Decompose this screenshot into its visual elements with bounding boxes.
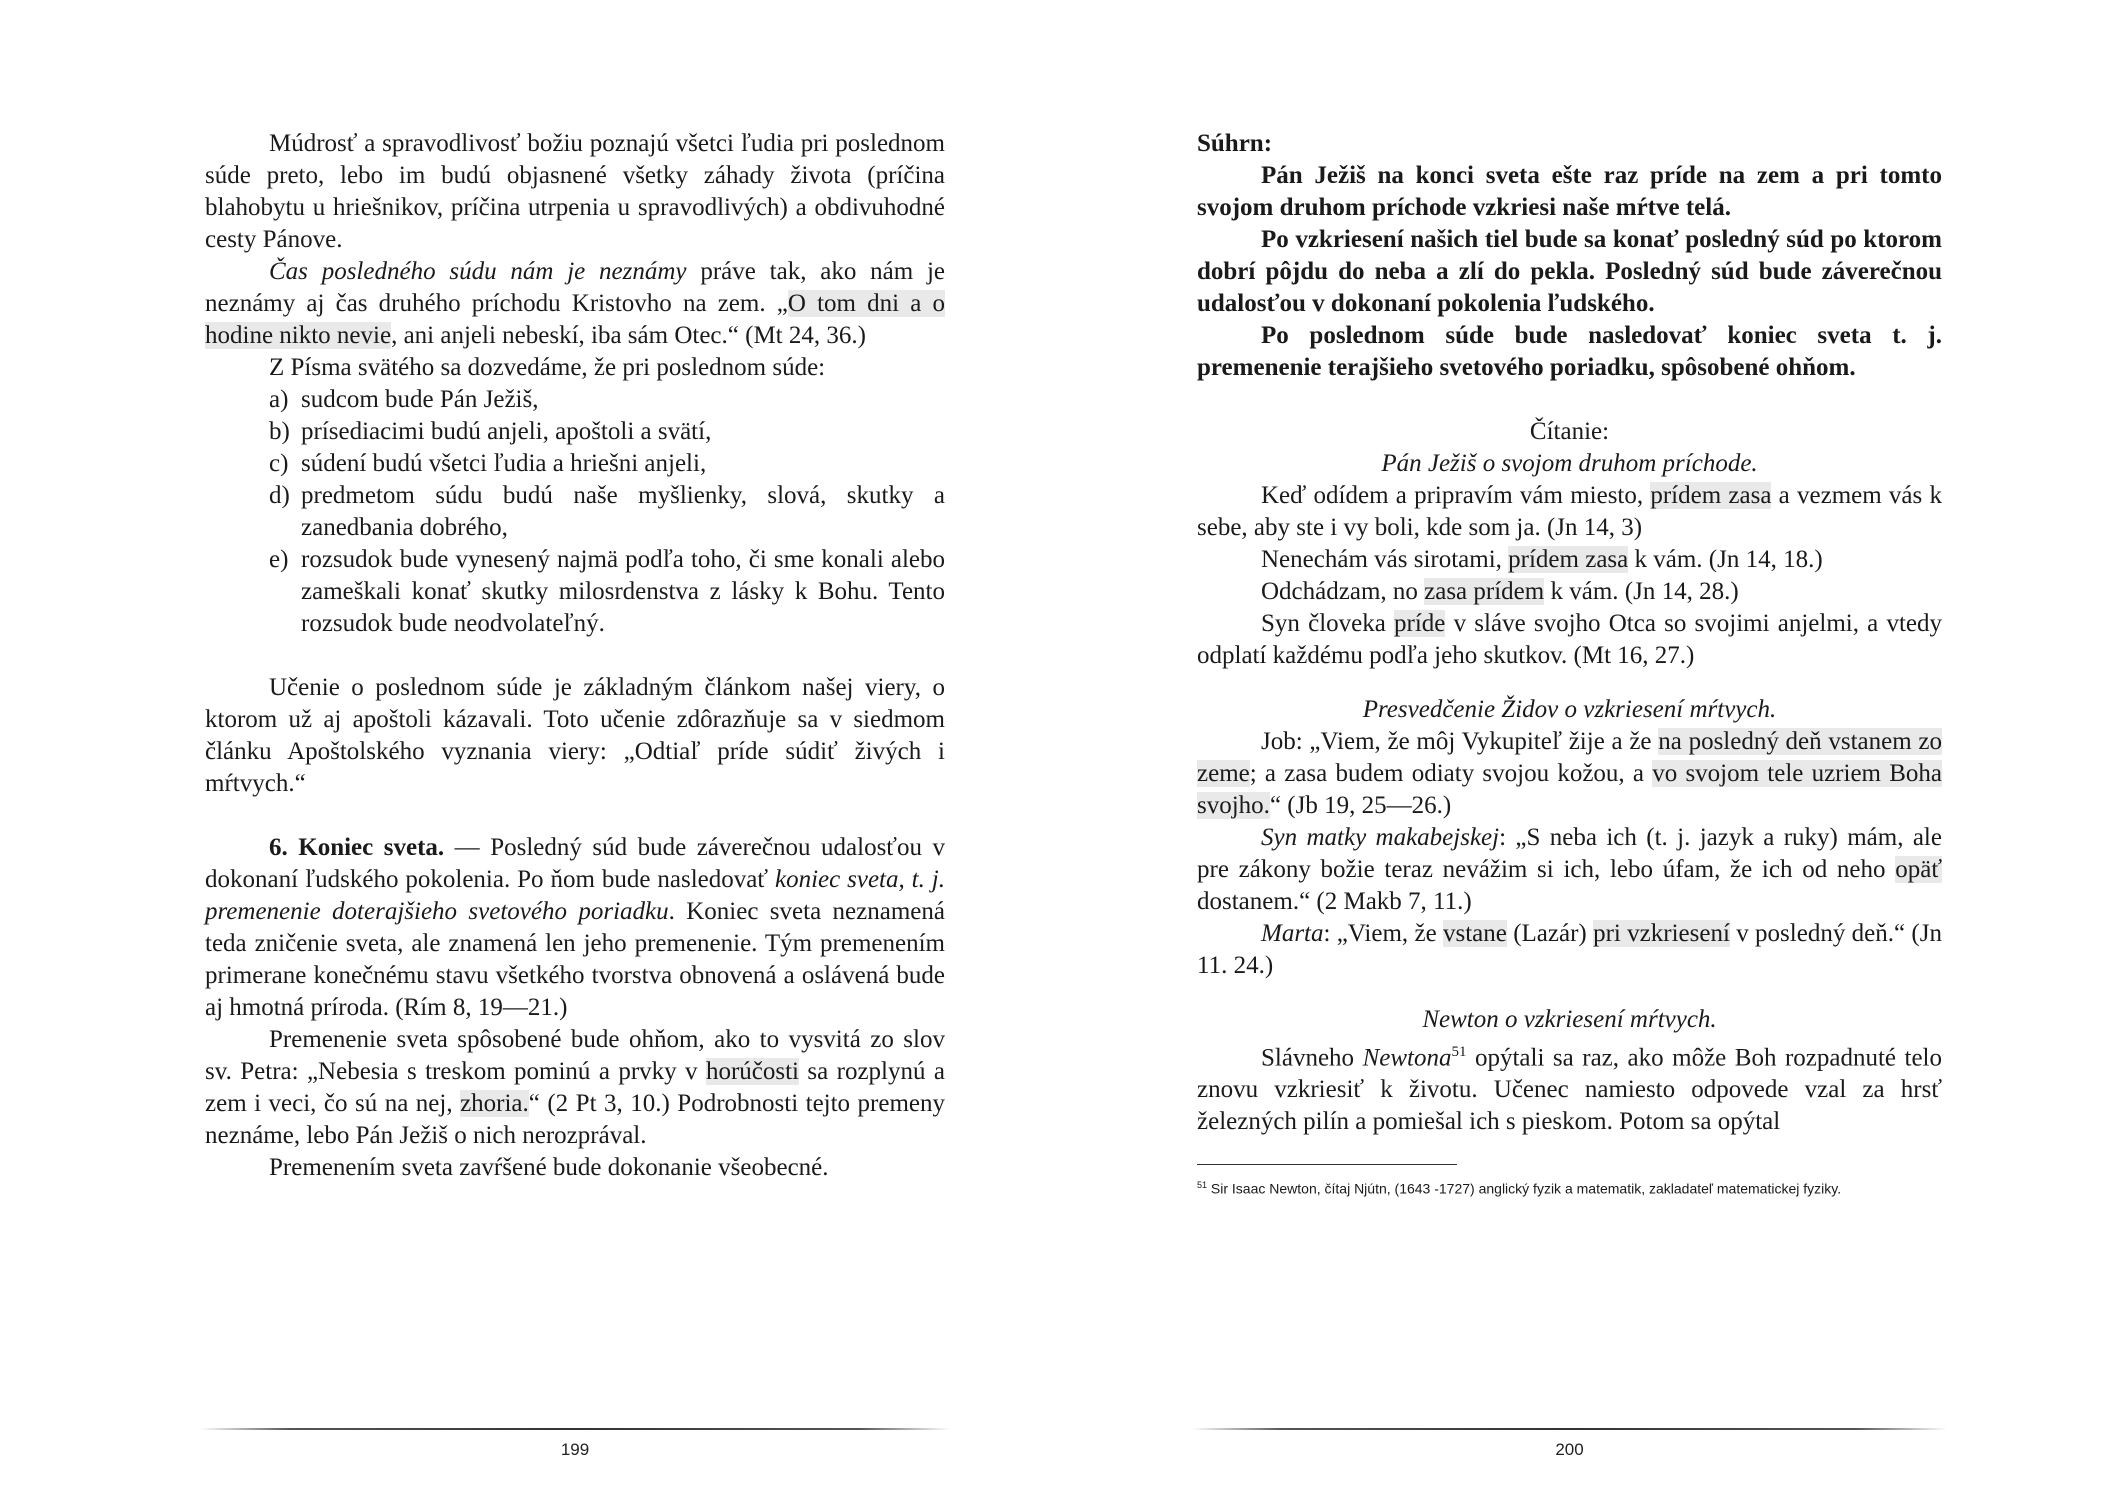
section-paragraph-end-of-world: 6. Koniec sveta. — Posledný súd bude záverečnou udalosťou v dokonaní ľudského pokolenia. Po ňom bude nasledovať koniec sveta, t. j. premenenie doterajšieho svetového poriadku. Koniec sveta neznamená teda zničenie sveta, ale znamená len jeho premenenie. Tým premenením primerane konečnému stavu všetkého tvorstva obnovená a oslávená bude aj hmotná príroda. (Rím 8, 19—21.) bbox=[205, 834, 946, 1021]
highlighted-phrase: príde bbox=[1394, 610, 1446, 637]
highlighted-phrase: vstane bbox=[1443, 920, 1507, 947]
italic-phrase: Čas posledného súdu nám je neznámy bbox=[269, 258, 687, 285]
italic-phrase: Newtona bbox=[1362, 1044, 1452, 1072]
paragraph: Učenie o poslednom súde je základným článkom našej viery, o ktorom už aj apoštoli kázavali. Toto učenie zdôrazňuje sa v siedmom článku Apoštolského vyznania viery: „Odtiaľ príde súdiť živých i mŕtvych.“ bbox=[205, 674, 945, 797]
paragraph: Slávneho Newtona$^{51}$ opýtali sa raz, ako môže Boh rozpadnuté telo znovu vzkriesiť k životu. Učenec namiesto odpovede vzal za hrsť železných pilín a pomiešal ich s pieskom. Potom sa opýtal bbox=[1197, 1044, 1943, 1136]
paragraph: Nenechám vás sirotami, prídem zasa k vám. (Jn 14, 18.) bbox=[1261, 546, 1823, 573]
paragraph: Syn matky makabejskej: „S neba ich (t. j. jazyk a ruky) mám, ale pre zákony božie teraz nevážim si ich, lebo úfam, že ich od neho opäť dostanem.“ (2 Makb 7, 11.) bbox=[1197, 824, 1942, 915]
highlighted-phrase: horúčosti bbox=[705, 1058, 799, 1085]
section-heading: 6. Koniec sveta. bbox=[269, 834, 445, 861]
section-subtitle: Presvedčenie Židov o vzkriesení mŕtvych. bbox=[1362, 696, 1777, 723]
left-page-footer bbox=[205, 1428, 945, 1460]
paragraph: Múdrosť a spravodlivosť božiu poznajú všetci ľudia pri poslednom súde preto, lebo im budú objasnené všetky záhady života (príčina blahobytu u hriešnikov, príčina utrpenia u spravodlivých) a obdivuhodné cesty Pánove. bbox=[205, 130, 945, 253]
footnote-ref[interactable]: 51 bbox=[1451, 1044, 1467, 1060]
paragraph: Syn človeka príde v sláve svojho Otca so svojimi anjelmi, a vtedy odplatí každému podľa jeho skutkov. (Mt 16, 27.) bbox=[1197, 610, 1942, 669]
list-item: d) predmetom súdu budú naše myšlienky, slová, skutky a zanedbania dobrého, bbox=[269, 482, 945, 541]
paragraph: Marta: „Viem, že vstane (Lazár) pri vzkriesení v posledný deň.“ (Jn 11. 24.) bbox=[1197, 920, 1942, 979]
right-page bbox=[1197, 0, 1942, 1500]
summary-paragraph: Po vzkriesení našich tiel bude sa konať posledný súd po ktorom dobrí pôjdu do neba a zlí do pekla. Posledný súd bude záverečnou udalosťou v dokonaní pokolenia ľudského. bbox=[1197, 226, 1942, 317]
footnote: $^{51}$ Sir Isaac Newton, čítaj Njútn, (1643 -1727) anglický fyzik a matematik, zakladateľ matematickej fyziky. bbox=[1197, 1180, 1842, 1197]
highlighted-phrase: O tom dni a o hodine nikto nevie bbox=[205, 290, 945, 349]
footer-rule bbox=[200, 1428, 950, 1430]
paragraph: Čas posledného súdu nám je neznámy práve tak, ako nám je neznámy aj čas druhého príchodu Kristovho na zem. „O tom dni a o hodine nikto nevie, ani anjeli nebeskí, iba sám Otec.“ (Mt 24, 36.) bbox=[205, 258, 945, 349]
highlighted-phrase: opäť bbox=[1895, 856, 1942, 883]
footer-rule bbox=[1192, 1428, 1947, 1430]
italic-phrase: Syn matky makabejskej bbox=[1261, 824, 1500, 851]
list-item: a) sudcom bude Pán Ježiš, bbox=[269, 386, 539, 413]
left-page-body bbox=[205, 0, 945, 1184]
highlighted-phrase: prídem zasa bbox=[1508, 546, 1629, 573]
highlighted-phrase: pri vzkriesení bbox=[1593, 920, 1730, 947]
judgment-list bbox=[205, 384, 945, 640]
summary-title: Súhrn: bbox=[1197, 130, 1273, 157]
highlighted-phrase: prídem zasa bbox=[1650, 482, 1772, 509]
highlighted-phrase: vo svojom tele uzriem Boha svojho. bbox=[1197, 760, 1942, 819]
paragraph: Premenenie sveta spôsobené bude ohňom, ako to vysvitá zo slov sv. Petra: „Nebesia s treskom pominú a prvky v horúčosti sa rozplynú a zem i veci, čo sú na nej, zhoria.“ (2 Pt 3, 10.) Podrobnosti tejto premeny neznáme, lebo Pán Ježiš o nich nerozprával. bbox=[205, 1026, 945, 1149]
highlighted-phrase: na posledný deň vstanem zo zeme bbox=[1197, 728, 1942, 787]
paragraph: Z Písma svätého sa dozvedáme, že pri poslednom súde: bbox=[269, 354, 826, 381]
summary-paragraph: Po poslednom súde bude nasledovať koniec sveta t. j. premenenie terajšieho svetového poriadku, spôsobené ohňom. bbox=[1197, 322, 1942, 381]
list-item: c) súdení budú všetci ľudia a hriešni anjeli, bbox=[269, 450, 707, 477]
page-number: 200 bbox=[1555, 1440, 1584, 1459]
summary-paragraph: Pán Ježiš na konci sveta ešte raz príde na zem a pri tomto svojom druhom príchode vzkriesi naše mŕtve telá. bbox=[1197, 162, 1942, 221]
italic-phrase: Marta bbox=[1261, 920, 1324, 947]
section-subtitle: Newton o vzkriesení mŕtvych. bbox=[1422, 1006, 1717, 1033]
reading-title: Čítanie: bbox=[1529, 418, 1610, 445]
reading-subtitle: Pán Ježiš o svojom druhom príchode. bbox=[1381, 450, 1758, 477]
highlighted-phrase: zasa prídem bbox=[1424, 578, 1545, 605]
reading-block bbox=[1197, 416, 1942, 1138]
italic-phrase: koniec sveta, t. j. premenenie doterajšieho svetového poriadku bbox=[205, 866, 946, 925]
page-number: 199 bbox=[560, 1440, 590, 1459]
list-item: e) rozsudok bude vynesený najmä podľa toho, či sme konali alebo zameškali konať skutky milosrdenstva z lásky k Bohu. Tento rozsudok bude neodvolateľný. bbox=[269, 546, 945, 637]
right-page-body bbox=[1197, 0, 1942, 1199]
paragraph: Odchádzam, no zasa prídem k vám. (Jn 14, 28.) bbox=[1261, 578, 1739, 605]
highlighted-phrase: zhoria. bbox=[460, 1090, 529, 1117]
paragraph: Premenením sveta zavŕšené bude dokonanie všeobecné. bbox=[269, 1154, 829, 1181]
paragraph: Keď odídem a pripravím vám miesto, prídem zasa a vezmem vás k sebe, aby ste i vy boli, kde som ja. (Jn 14, 3) bbox=[1197, 482, 1942, 541]
paragraph: Job: „Viem, že môj Vykupiteľ žije a že na posledný deň vstanem zo zeme; a zasa budem odiaty svojou kožou, a vo svojom tele uzriem Boha svojho.“ (Jb 19, 25—26.) bbox=[1197, 728, 1942, 819]
right-page-footer bbox=[1197, 1428, 1942, 1460]
footnote-rule bbox=[1197, 1164, 1457, 1165]
left-page bbox=[205, 0, 945, 1500]
list-item: b) prísediacimi budú anjeli, apoštoli a svätí, bbox=[269, 418, 712, 445]
summary-block bbox=[1197, 128, 1942, 384]
footnote-number: 51 bbox=[1197, 1180, 1208, 1191]
